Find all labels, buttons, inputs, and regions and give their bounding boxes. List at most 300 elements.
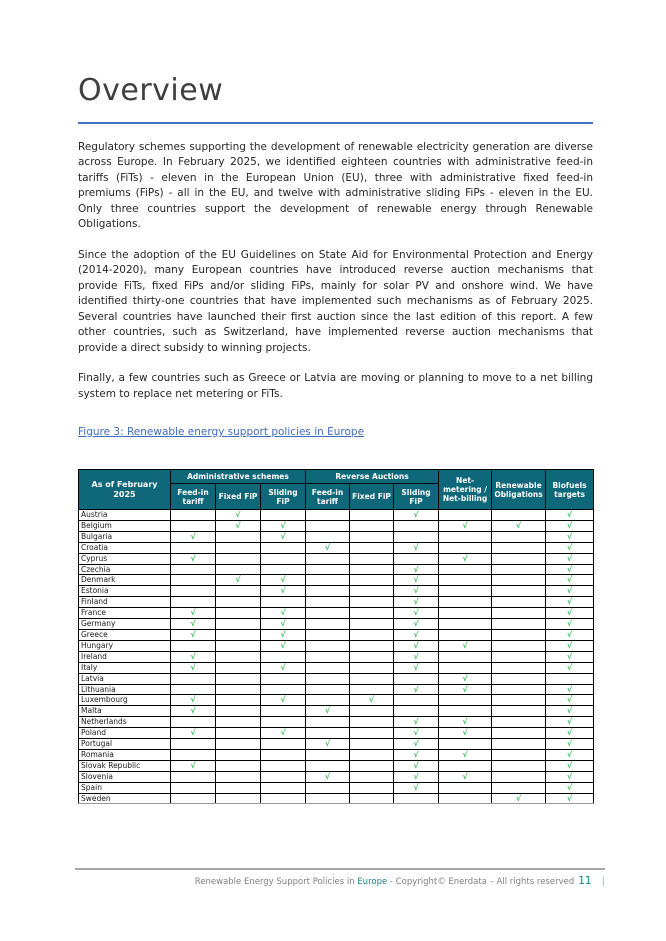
country-cell: Slovenia	[79, 771, 171, 782]
empty-cell	[216, 531, 261, 542]
page-content	[78, 0, 593, 804]
check-cell: √	[394, 771, 439, 782]
empty-cell	[350, 706, 394, 717]
empty-cell	[306, 575, 350, 586]
check-cell: √	[546, 542, 594, 553]
empty-cell	[394, 553, 439, 564]
country-cell: Italy	[79, 662, 171, 673]
table-row	[79, 629, 594, 640]
check-cell: √	[546, 553, 594, 564]
country-cell: Sweden	[79, 793, 171, 804]
table-row	[79, 673, 594, 684]
empty-cell	[261, 782, 306, 793]
check-cell: √	[171, 728, 216, 739]
check-cell: √	[439, 728, 492, 739]
empty-cell	[439, 542, 492, 553]
check-cell: √	[546, 793, 594, 804]
check-cell: √	[394, 510, 439, 521]
country-cell: Cyprus	[79, 553, 171, 564]
table-row	[79, 717, 594, 728]
empty-cell	[306, 629, 350, 640]
empty-cell	[216, 651, 261, 662]
check-cell: √	[171, 629, 216, 640]
table-row	[79, 608, 594, 619]
check-cell: √	[546, 749, 594, 760]
country-cell: Croatia	[79, 542, 171, 553]
empty-cell	[216, 695, 261, 706]
empty-cell	[306, 531, 350, 542]
country-cell: Slovak Republic	[79, 760, 171, 771]
empty-cell	[171, 542, 216, 553]
paragraph-regulatory-schemes: Regulatory schemes supporting the development of renewable electricity generation are diverse across Europe. In February 2025, we identified eighteen countries with administrative feed-in tariffs (FiTs) - eleven in the European Union (EU), three with administrative fixed feed-in premiums (FiPs) - all in the EU, and twelve with administrative sliding FiPs - eleven in the EU. Only three countries support the development of renewable energy through Renewable Obligations.	[78, 140, 593, 230]
check-cell: √	[546, 531, 594, 542]
empty-cell	[171, 684, 216, 695]
check-cell: √	[171, 553, 216, 564]
empty-cell	[261, 684, 306, 695]
check-cell: √	[546, 706, 594, 717]
empty-cell	[306, 586, 350, 597]
check-cell: √	[394, 782, 439, 793]
empty-cell	[261, 717, 306, 728]
subheader-admin-feed-in-tariff: Feed-in tariff	[171, 484, 216, 510]
empty-cell	[492, 706, 546, 717]
check-cell: √	[394, 586, 439, 597]
empty-cell	[171, 749, 216, 760]
check-cell: √	[261, 586, 306, 597]
empty-cell	[306, 651, 350, 662]
empty-cell	[306, 782, 350, 793]
empty-cell	[306, 728, 350, 739]
check-cell: √	[394, 662, 439, 673]
empty-cell	[350, 739, 394, 750]
country-cell: Luxembourg	[79, 695, 171, 706]
check-cell: √	[394, 728, 439, 739]
check-cell: √	[394, 651, 439, 662]
check-cell: √	[439, 684, 492, 695]
empty-cell	[350, 553, 394, 564]
empty-cell	[492, 553, 546, 564]
table-row	[79, 782, 594, 793]
empty-cell	[261, 760, 306, 771]
empty-cell	[306, 684, 350, 695]
table-row	[79, 706, 594, 717]
empty-cell	[350, 531, 394, 542]
footer-text-prefix: Renewable Energy Support Policies in	[194, 877, 358, 887]
empty-cell	[261, 510, 306, 521]
empty-cell	[306, 597, 350, 608]
empty-cell	[492, 510, 546, 521]
empty-cell	[439, 531, 492, 542]
footer-region-highlight: Europe	[357, 877, 388, 887]
empty-cell	[306, 553, 350, 564]
empty-cell	[492, 608, 546, 619]
check-cell: √	[492, 520, 546, 531]
check-cell: √	[394, 749, 439, 760]
country-cell: Germany	[79, 619, 171, 630]
empty-cell	[306, 510, 350, 521]
country-cell: Estonia	[79, 586, 171, 597]
country-cell: Bulgaria	[79, 531, 171, 542]
header-biofuels-targets: Biofuels targets	[546, 470, 594, 510]
check-cell: √	[439, 673, 492, 684]
empty-cell	[261, 597, 306, 608]
table-row	[79, 575, 594, 586]
empty-cell	[261, 564, 306, 575]
table-row	[79, 771, 594, 782]
header-renewable-obligations: Renewable Obligations	[492, 470, 546, 510]
empty-cell	[171, 640, 216, 651]
empty-cell	[261, 739, 306, 750]
country-cell: Portugal	[79, 739, 171, 750]
check-cell: √	[394, 717, 439, 728]
subheader-ra-sliding-fip: Sliding FiP	[394, 484, 439, 510]
empty-cell	[171, 575, 216, 586]
title-divider	[78, 122, 593, 124]
empty-cell	[394, 673, 439, 684]
check-cell: √	[306, 542, 350, 553]
empty-cell	[216, 793, 261, 804]
page-number: 11	[578, 875, 592, 887]
header-net-metering: Net-metering / Net-billing	[439, 470, 492, 510]
empty-cell	[394, 793, 439, 804]
check-cell: √	[492, 793, 546, 804]
table-row	[79, 760, 594, 771]
check-cell: √	[261, 662, 306, 673]
table-row	[79, 542, 594, 553]
policy-table-body	[79, 510, 594, 804]
policy-table	[78, 469, 594, 804]
empty-cell	[439, 739, 492, 750]
subheader-admin-fixed-fip: Fixed FiP	[216, 484, 261, 510]
empty-cell	[216, 629, 261, 640]
figure-3-link[interactable]: Figure 3: Renewable energy support policies in Europe	[78, 426, 365, 438]
empty-cell	[439, 793, 492, 804]
empty-cell	[394, 695, 439, 706]
empty-cell	[261, 673, 306, 684]
empty-cell	[350, 684, 394, 695]
check-cell: √	[546, 684, 594, 695]
check-cell: √	[261, 608, 306, 619]
check-cell: √	[306, 739, 350, 750]
table-row	[79, 531, 594, 542]
check-cell: √	[394, 575, 439, 586]
empty-cell	[350, 749, 394, 760]
corner-header: As of February 2025	[79, 470, 171, 510]
empty-cell	[492, 695, 546, 706]
country-cell: Malta	[79, 706, 171, 717]
table-row	[79, 597, 594, 608]
empty-cell	[350, 640, 394, 651]
check-cell: √	[261, 520, 306, 531]
empty-cell	[261, 542, 306, 553]
country-cell: Romania	[79, 749, 171, 760]
empty-cell	[492, 782, 546, 793]
check-cell: √	[216, 520, 261, 531]
empty-cell	[439, 510, 492, 521]
empty-cell	[216, 640, 261, 651]
empty-cell	[306, 662, 350, 673]
subheader-ra-feed-in-tariff: Feed-in tariff	[306, 484, 350, 510]
country-cell: Austria	[79, 510, 171, 521]
check-cell: √	[546, 662, 594, 673]
empty-cell	[350, 586, 394, 597]
empty-cell	[216, 706, 261, 717]
empty-cell	[394, 706, 439, 717]
empty-cell	[216, 749, 261, 760]
country-cell: Netherlands	[79, 717, 171, 728]
empty-cell	[216, 782, 261, 793]
empty-cell	[350, 564, 394, 575]
empty-cell	[306, 695, 350, 706]
empty-cell	[492, 586, 546, 597]
check-cell: √	[261, 640, 306, 651]
empty-cell	[306, 717, 350, 728]
check-cell: √	[394, 684, 439, 695]
check-cell: √	[261, 619, 306, 630]
check-cell: √	[216, 575, 261, 586]
empty-cell	[171, 771, 216, 782]
empty-cell	[439, 782, 492, 793]
empty-cell	[306, 793, 350, 804]
check-cell: √	[171, 706, 216, 717]
check-cell: √	[439, 520, 492, 531]
check-cell: √	[261, 695, 306, 706]
empty-cell	[306, 749, 350, 760]
empty-cell	[350, 575, 394, 586]
empty-cell	[492, 739, 546, 750]
check-cell: √	[439, 749, 492, 760]
empty-cell	[492, 564, 546, 575]
table-row	[79, 564, 594, 575]
empty-cell	[171, 739, 216, 750]
country-cell: Spain	[79, 782, 171, 793]
country-cell: Ireland	[79, 651, 171, 662]
empty-cell	[216, 717, 261, 728]
empty-cell	[171, 597, 216, 608]
check-cell: √	[546, 608, 594, 619]
empty-cell	[492, 531, 546, 542]
subheader-ra-fixed-fip: Fixed FiP	[350, 484, 394, 510]
table-row	[79, 662, 594, 673]
table-row	[79, 739, 594, 750]
table-row	[79, 619, 594, 630]
check-cell: √	[546, 771, 594, 782]
empty-cell	[350, 608, 394, 619]
empty-cell	[492, 629, 546, 640]
empty-cell	[171, 673, 216, 684]
empty-cell	[171, 564, 216, 575]
country-cell: Lithuania	[79, 684, 171, 695]
empty-cell	[350, 510, 394, 521]
group-header-reverse-auctions: Reverse Auctions	[306, 470, 439, 484]
empty-cell	[216, 728, 261, 739]
empty-cell	[171, 510, 216, 521]
check-cell: √	[171, 760, 216, 771]
empty-cell	[439, 586, 492, 597]
check-cell: √	[439, 553, 492, 564]
empty-cell	[350, 673, 394, 684]
empty-cell	[492, 717, 546, 728]
paragraph-net-billing: Finally, a few countries such as Greece or Latvia are moving or planning to move to a net billing system to replace net metering or FiTs.	[78, 372, 593, 400]
check-cell: √	[171, 531, 216, 542]
empty-cell	[492, 728, 546, 739]
footer-separator: |	[601, 876, 605, 887]
empty-cell	[492, 662, 546, 673]
check-cell: √	[216, 510, 261, 521]
empty-cell	[216, 684, 261, 695]
empty-cell	[439, 760, 492, 771]
empty-cell	[350, 597, 394, 608]
check-cell: √	[546, 739, 594, 750]
table-row	[79, 684, 594, 695]
empty-cell	[306, 564, 350, 575]
table-row	[79, 553, 594, 564]
table-row	[79, 749, 594, 760]
country-cell: Poland	[79, 728, 171, 739]
empty-cell	[216, 739, 261, 750]
empty-cell	[306, 760, 350, 771]
table-row	[79, 510, 594, 521]
empty-cell	[216, 597, 261, 608]
empty-cell	[216, 564, 261, 575]
empty-cell	[216, 542, 261, 553]
empty-cell	[171, 520, 216, 531]
empty-cell	[394, 520, 439, 531]
check-cell: √	[171, 695, 216, 706]
check-cell: √	[261, 575, 306, 586]
empty-cell	[350, 629, 394, 640]
empty-cell	[350, 793, 394, 804]
empty-cell	[492, 619, 546, 630]
check-cell: √	[306, 771, 350, 782]
check-cell: √	[546, 586, 594, 597]
country-cell: France	[79, 608, 171, 619]
check-cell: √	[171, 662, 216, 673]
paragraph-eu-guidelines: Since the adoption of the EU Guidelines on State Aid for Environmental Protection and Energy (2014-2020), many European countries have introduced reverse auction mechanisms that provide FiTs, fixed FiPs and/or sliding FiPs, mainly for solar PV and onshore wind. We have identified thirty-one countries that have implemented such mechanisms as of February 2025. Several countries have launched their first auction since the last edition of this report. A few other countries, such as Switzerland, have implemented reverse auction mechanisms that provide a direct subsidy to winning projects.	[78, 248, 593, 354]
empty-cell	[350, 520, 394, 531]
table-row	[79, 793, 594, 804]
check-cell: √	[261, 531, 306, 542]
empty-cell	[492, 651, 546, 662]
empty-cell	[439, 608, 492, 619]
empty-cell	[306, 640, 350, 651]
check-cell: √	[546, 564, 594, 575]
empty-cell	[171, 782, 216, 793]
check-cell: √	[546, 782, 594, 793]
check-cell: √	[350, 695, 394, 706]
empty-cell	[492, 771, 546, 782]
check-cell: √	[546, 520, 594, 531]
check-cell: √	[261, 629, 306, 640]
table-row	[79, 695, 594, 706]
empty-cell	[492, 575, 546, 586]
check-cell: √	[546, 695, 594, 706]
empty-cell	[261, 771, 306, 782]
empty-cell	[439, 575, 492, 586]
empty-cell	[216, 662, 261, 673]
empty-cell	[216, 673, 261, 684]
check-cell: √	[546, 640, 594, 651]
empty-cell	[350, 662, 394, 673]
empty-cell	[216, 771, 261, 782]
check-cell: √	[394, 542, 439, 553]
check-cell: √	[394, 564, 439, 575]
empty-cell	[350, 771, 394, 782]
empty-cell	[350, 760, 394, 771]
empty-cell	[439, 619, 492, 630]
check-cell: √	[546, 728, 594, 739]
empty-cell	[439, 662, 492, 673]
empty-cell	[350, 782, 394, 793]
check-cell: √	[439, 717, 492, 728]
check-cell: √	[394, 629, 439, 640]
empty-cell	[492, 597, 546, 608]
empty-cell	[306, 619, 350, 630]
empty-cell	[439, 629, 492, 640]
empty-cell	[261, 651, 306, 662]
country-cell: Latvia	[79, 673, 171, 684]
empty-cell	[171, 586, 216, 597]
check-cell: √	[546, 510, 594, 521]
check-cell: √	[546, 651, 594, 662]
empty-cell	[171, 793, 216, 804]
group-header-administrative-schemes: Administrative schemes	[171, 470, 306, 484]
check-cell: √	[439, 771, 492, 782]
check-cell: √	[439, 640, 492, 651]
empty-cell	[306, 673, 350, 684]
table-row	[79, 586, 594, 597]
subheader-admin-sliding-fip: Sliding FiP	[261, 484, 306, 510]
check-cell: √	[261, 728, 306, 739]
empty-cell	[350, 619, 394, 630]
empty-cell	[439, 695, 492, 706]
check-cell: √	[394, 739, 439, 750]
country-cell: Hungary	[79, 640, 171, 651]
check-cell: √	[171, 651, 216, 662]
empty-cell	[439, 651, 492, 662]
check-cell: √	[171, 608, 216, 619]
empty-cell	[492, 542, 546, 553]
page-title: Overview	[78, 73, 224, 108]
check-cell: √	[171, 619, 216, 630]
check-cell: √	[394, 619, 439, 630]
check-cell: √	[394, 760, 439, 771]
page-footer	[75, 868, 605, 887]
empty-cell	[350, 651, 394, 662]
table-row	[79, 728, 594, 739]
empty-cell	[350, 542, 394, 553]
empty-cell	[439, 564, 492, 575]
check-cell: √	[546, 629, 594, 640]
empty-cell	[216, 619, 261, 630]
empty-cell	[216, 608, 261, 619]
empty-cell	[439, 597, 492, 608]
empty-cell	[492, 673, 546, 684]
table-row	[79, 520, 594, 531]
table-row	[79, 640, 594, 651]
check-cell: √	[546, 717, 594, 728]
check-cell: √	[546, 619, 594, 630]
empty-cell	[306, 608, 350, 619]
empty-cell	[261, 793, 306, 804]
empty-cell	[492, 749, 546, 760]
country-cell: Belgium	[79, 520, 171, 531]
check-cell: √	[306, 706, 350, 717]
empty-cell	[261, 706, 306, 717]
check-cell: √	[546, 597, 594, 608]
empty-cell	[216, 760, 261, 771]
country-cell: Finland	[79, 597, 171, 608]
